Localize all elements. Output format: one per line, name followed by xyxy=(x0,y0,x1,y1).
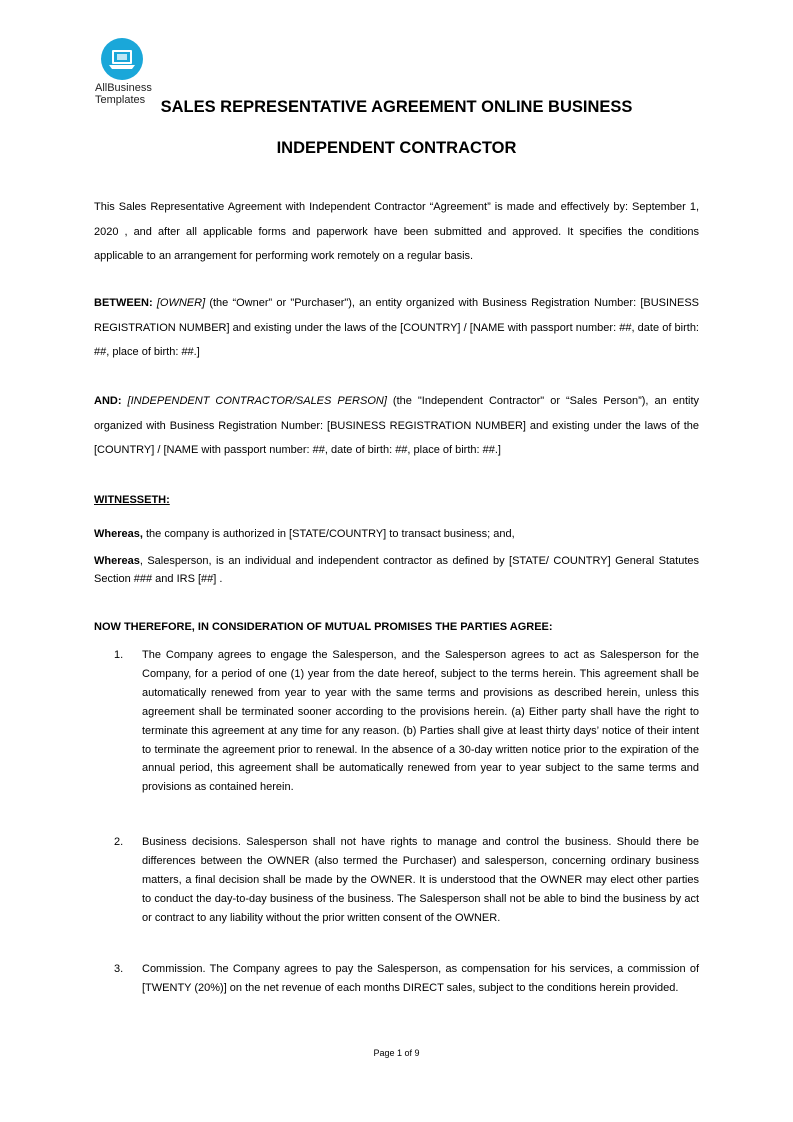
and-party: [INDEPENDENT CONTRACTOR/SALES PERSON] xyxy=(127,395,387,407)
and-paragraph xyxy=(94,389,699,463)
logo-line-1: AllBusiness xyxy=(95,82,152,94)
clause-number: 1. xyxy=(114,649,124,661)
and-label: AND: xyxy=(94,395,122,407)
whereas-label-1: Whereas, xyxy=(94,528,143,540)
whereas-text-2: , Salesperson, is an individual and independent contractor as defined by [STATE/ COUNTRY] General Statutes Section ### and IRS [##] . xyxy=(94,555,699,585)
now-therefore-heading: NOW THEREFORE, IN CONSIDERATION OF MUTUAL PROMISES THE PARTIES AGREE: xyxy=(94,621,553,633)
laptop-icon xyxy=(101,38,143,80)
document-subtitle: INDEPENDENT CONTRACTOR xyxy=(276,139,517,157)
whereas-paragraph-1 xyxy=(94,522,699,547)
clause-number: 2. xyxy=(114,836,124,848)
clause-1 xyxy=(114,646,699,797)
whereas-label-2: Whereas xyxy=(94,555,140,567)
intro-paragraph: This Sales Representative Agreement with Independent Contractor “Agreement” is made and effectively by: September 1, 2020 , and after all applicable forms and paperwork have been submitted and approved. It specifies the conditions applicable to an arrangement for performing work remotely on a regular basis. xyxy=(94,201,699,262)
clause-text: The Company agrees to engage the Salesperson, and the Salesperson agrees to act as Salesperson for the Company, for a period of one (1) year from the date hereof, subject to the terms herein. This agreement shall be automatically renewed from year to year with the same terms and provisions as described herein, unless this agreement shall be terminated sooner according to the provisions herein. (a) Either party shall have the right to terminate this agreement at any time for any reason. (b) Parties shall give at least thirty days’ notice of their intent to terminate the agreement prior to renewal. In the absence of a 30-day written notice prior to the expiration of the annual period, this agreement shall be automatically renewed from year to year subject to the same terms and provisions as contained herein. xyxy=(142,649,699,794)
document-title: SALES REPRESENTATIVE AGREEMENT ONLINE BUSINESS xyxy=(160,98,633,116)
and-text: (the "Independent Contractor" or “Sales Person”), an entity organized with Business Registration Number: [BUSINESS REGISTRATION NUMBER] and existing under the laws of the [COUNTRY] / [NAME with passport number: ##, date of birth: ##, place of birth: ##.] xyxy=(94,395,699,456)
page-number: Page 1 of 9 xyxy=(373,1048,420,1058)
clause-2 xyxy=(114,833,699,928)
whereas-paragraph-2 xyxy=(94,552,699,588)
between-text: (the “Owner” or "Purchaser"), an entity organized with Business Registration Number: [BUSINESS REGISTRATION NUMBER] and existing under the laws of the [COUNTRY] / [NAME with passport number: ##, date of birth: ##, place of birth: ##.] xyxy=(94,297,700,358)
whereas-text-1: the company is authorized in [STATE/COUNTRY] to transact business; and, xyxy=(142,528,515,540)
between-party: [OWNER] xyxy=(156,297,206,309)
logo-line-2: Templates xyxy=(95,94,146,106)
clause-number: 3. xyxy=(114,963,124,975)
clause-text: Commission. The Company agrees to pay the Salesperson, as compensation for his services, a commission of [TWENTY (20%)] on the net revenue of each months DIRECT sales, subject to the conditions herein provided. xyxy=(142,963,699,994)
clause-text: Business decisions. Salesperson shall not have rights to manage and control the business. Should there be differences between the OWNER (also termed the Purchaser) and salesperson, concerning ordinary business matters, a final decision shall be made by the OWNER. It is understood that the OWNER may elect other parties to conduct the day-to-day business of the business. The Salesperson shall not be able to bind the business by act or contract to any liability without the prior written consent of the OWNER. xyxy=(142,836,699,924)
clause-3 xyxy=(114,960,699,998)
witnesseth-heading: WITNESSETH: xyxy=(94,494,170,506)
between-paragraph xyxy=(94,291,699,365)
between-label: BETWEEN: xyxy=(94,297,153,309)
